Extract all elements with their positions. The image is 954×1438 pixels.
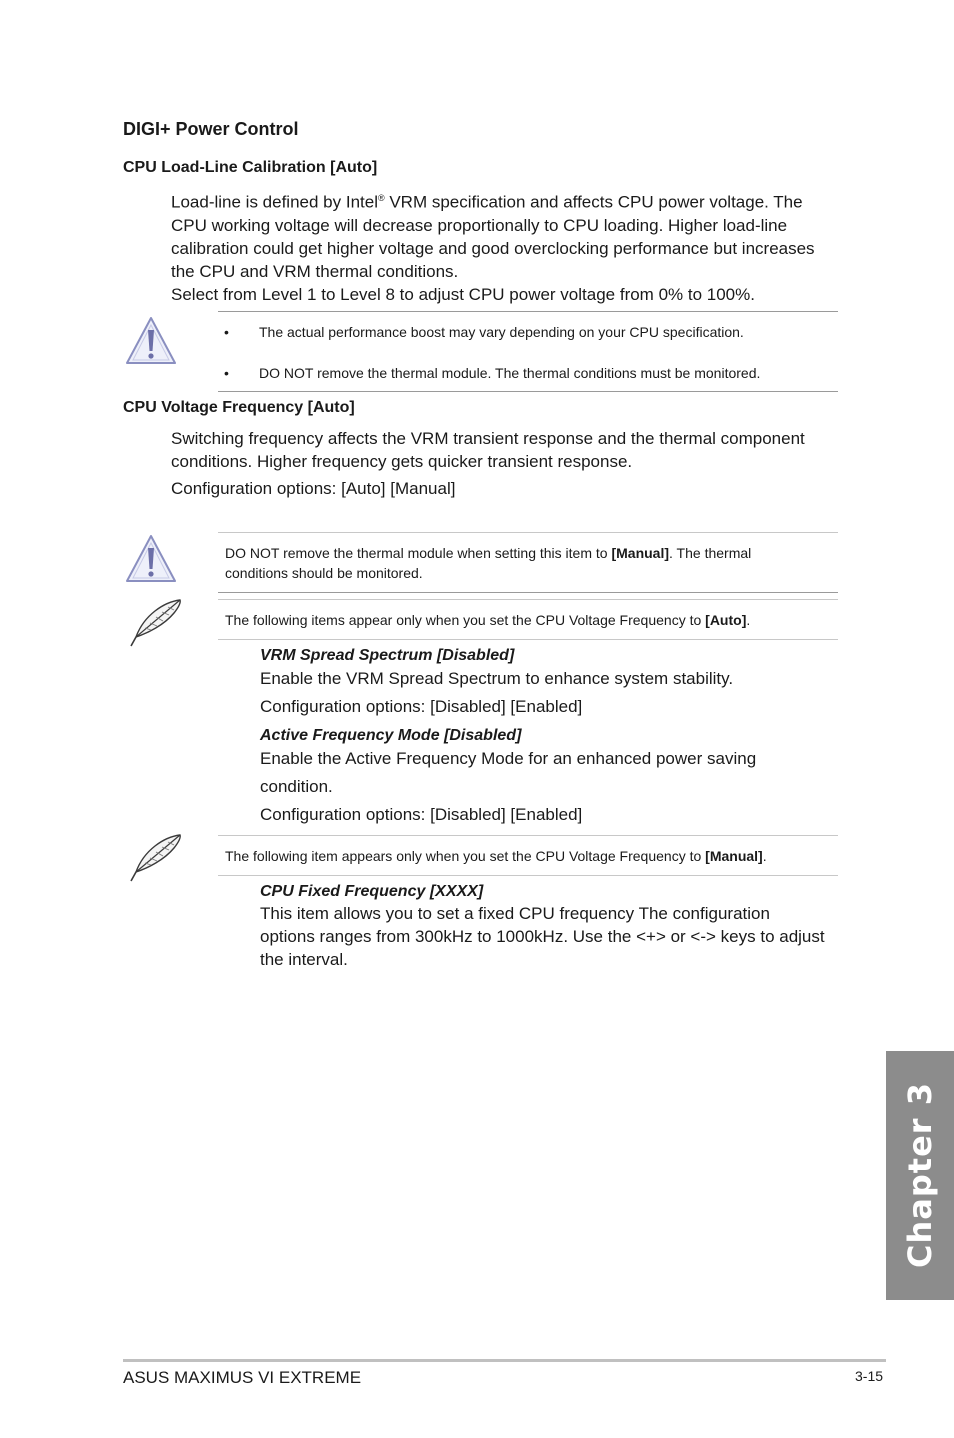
page-number: 3-15 xyxy=(855,1368,884,1384)
llc-title: CPU Load-Line Calibration [Auto] xyxy=(123,159,378,176)
feather-note-icon xyxy=(128,597,186,649)
active-description-1: Enable the Active Frequency Mode for an enhanced power saving xyxy=(260,749,757,768)
divider xyxy=(218,835,838,836)
feather-note-icon xyxy=(128,832,186,884)
note-1-text-b: . xyxy=(746,612,751,628)
divider xyxy=(218,391,838,392)
note-1-text xyxy=(225,610,835,630)
chapter-label: Chapter 3 xyxy=(901,1082,939,1268)
divider xyxy=(218,532,838,533)
spread-title: VRM Spread Spectrum [Disabled] xyxy=(260,647,515,664)
manual-keyword: [Manual] xyxy=(611,545,670,561)
list-item xyxy=(224,363,824,383)
fixed-description xyxy=(260,902,860,971)
llc-line-1a: Load-line is defined by Intel xyxy=(171,192,378,212)
divider xyxy=(218,311,838,312)
footer-divider xyxy=(123,1359,886,1362)
warning-2-line-1a: DO NOT remove the thermal module when setting this item to xyxy=(225,545,612,561)
registered-mark: ® xyxy=(377,193,385,203)
list-item xyxy=(224,322,824,363)
llc-line-3: calibration could get higher voltage and good overclocking performance but increases xyxy=(171,238,815,258)
manual-keyword: [Manual] xyxy=(705,848,763,864)
section-title: DIGI+ Power Control xyxy=(123,119,299,139)
warning-icon xyxy=(124,315,178,367)
warning-1-list xyxy=(224,322,824,383)
llc-line-2: CPU working voltage will decrease proportionally to CPU loading. Higher load-line xyxy=(171,215,788,235)
chapter-tab xyxy=(886,1051,954,1300)
warning-1-item-text: The actual performance boost may vary depending on your CPU specification. xyxy=(259,324,744,340)
llc-line-1 xyxy=(171,187,851,214)
vfreq-description xyxy=(171,427,851,473)
llc-level-text: Select from Level 1 to Level 8 to adjust CPU power voltage from 0% to 100%. xyxy=(171,285,755,304)
footer-product-name: ASUS MAXIMUS VI EXTREME xyxy=(123,1368,362,1387)
divider xyxy=(218,875,838,876)
active-options: Configuration options: [Disabled] [Enabled] xyxy=(260,805,583,824)
warning-2-text xyxy=(225,543,825,583)
spread-options: Configuration options: [Disabled] [Enabled] xyxy=(260,697,583,716)
divider xyxy=(218,599,838,600)
note-2-text xyxy=(225,846,835,866)
bullet: • xyxy=(224,324,229,340)
fixed-line-3: the interval. xyxy=(260,950,348,969)
vfreq-title: CPU Voltage Frequency [Auto] xyxy=(123,399,355,416)
warning-2-line-2: conditions should be monitored. xyxy=(225,565,423,581)
spread-description: Enable the VRM Spread Spectrum to enhance system stability. xyxy=(260,669,734,688)
llc-description xyxy=(171,187,851,283)
fixed-line-1: This item allows you to set a fixed CPU frequency The configuration xyxy=(260,904,770,923)
divider xyxy=(218,592,838,593)
vfreq-line-1: Switching frequency affects the VRM transient response and the thermal component xyxy=(171,429,805,448)
fixed-line-2: options ranges from 300kHz to 1000kHz. Use the <+> or <-> keys to adjust xyxy=(260,927,825,946)
warning-1-item-text: DO NOT remove the thermal module. The thermal conditions must be monitored. xyxy=(259,365,761,381)
auto-keyword: [Auto] xyxy=(705,612,747,628)
warning-icon xyxy=(124,533,178,585)
vfreq-options: Configuration options: [Auto] [Manual] xyxy=(171,479,456,498)
active-description-2: condition. xyxy=(260,777,333,796)
active-title: Active Frequency Mode [Disabled] xyxy=(260,727,522,744)
llc-line-4: the CPU and VRM thermal conditions. xyxy=(171,261,459,281)
note-2-text-b: . xyxy=(762,848,767,864)
llc-line-1b: VRM specification and affects CPU power voltage. The xyxy=(384,192,803,212)
vfreq-line-2: conditions. Higher frequency gets quicker transient response. xyxy=(171,452,633,471)
bullet: • xyxy=(224,365,229,381)
divider xyxy=(218,639,838,640)
warning-2-line-1b: . The thermal xyxy=(669,545,752,561)
note-1-text-a: The following items appear only when you set the CPU Voltage Frequency to xyxy=(225,612,706,628)
note-2-text-a: The following item appears only when you set the CPU Voltage Frequency to xyxy=(225,848,706,864)
warning-2-line-1 xyxy=(225,543,825,563)
fixed-title: CPU Fixed Frequency [XXXX] xyxy=(260,883,484,900)
